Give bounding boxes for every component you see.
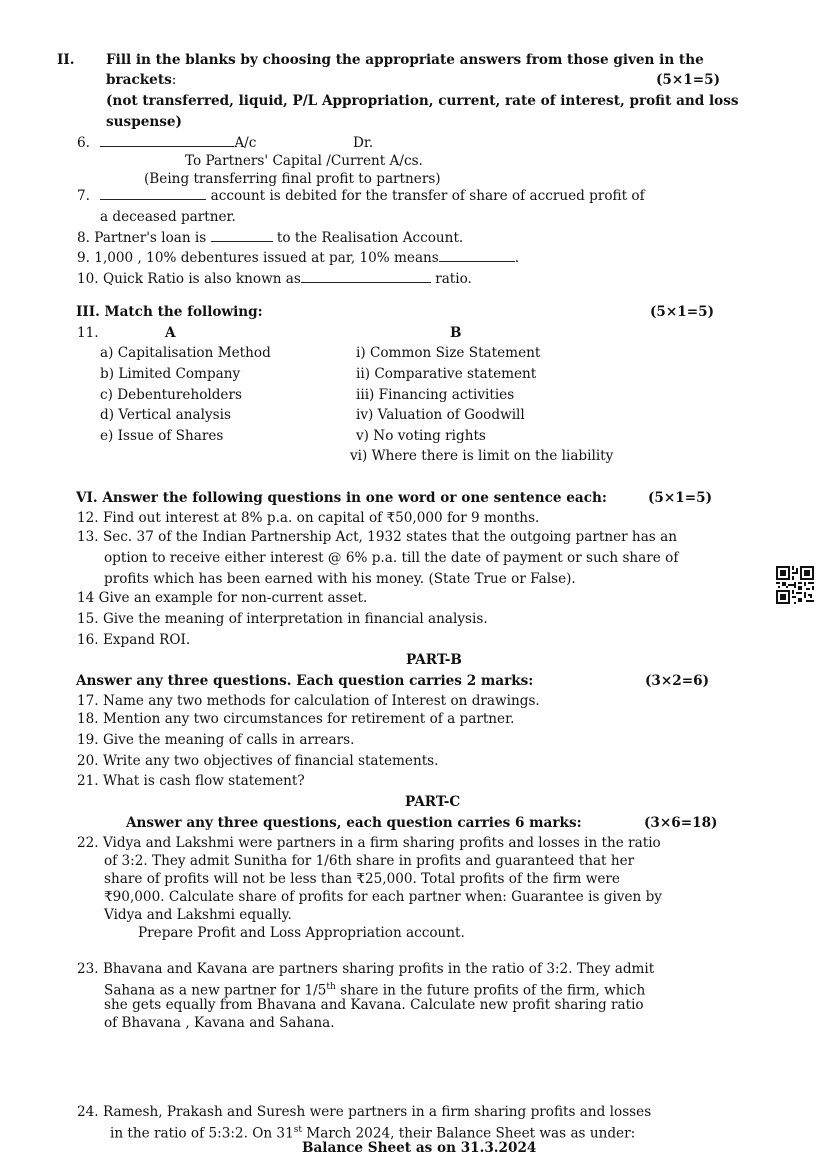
section-3-marks: (5×1=5): [650, 304, 715, 320]
question-23-cont: she gets equally from Bhavana and Kavana. Calculate new profit sharing ratio: [104, 997, 644, 1013]
question-23-superscript: th: [326, 982, 336, 992]
question-10: [77, 270, 472, 288]
question-8-blank: [211, 229, 273, 242]
question-7-text: account is debited for the transfer of share of accrued profit of: [210, 188, 645, 204]
question-18: 18. Mention any two circumstances for retirement of a partner.: [77, 711, 515, 727]
question-10-text: 10. Quick Ratio is also known as: [77, 271, 301, 287]
question-20: 20. Write any two objectives of financial statements.: [77, 753, 439, 769]
question-11-number: 11.: [77, 325, 99, 341]
question-6-blank: [100, 134, 234, 147]
question-23-text-end: share in the future profits of the firm, which: [335, 982, 646, 999]
question-9: [77, 249, 519, 267]
question-23-cont: of Bhavana , Kavana and Sahana.: [104, 1015, 335, 1031]
match-a-item: c) Debentureholders: [100, 387, 242, 403]
section-2-marks: (5×1=5): [656, 72, 721, 88]
section-6-marks: (5×1=5): [648, 490, 713, 506]
question-8-text-end: to the Realisation Account.: [276, 230, 464, 246]
section-2-heading-colon: :: [171, 72, 177, 88]
match-a-item: a) Capitalisation Method: [100, 345, 271, 361]
question-15: 15. Give the meaning of interpretation in financial analysis.: [77, 611, 488, 627]
column-b-heading: B: [450, 325, 462, 341]
question-7-number: 7.: [77, 188, 90, 204]
section-2-options: (not transferred, liquid, P/L Appropriation, current, rate of interest, profit and loss: [106, 93, 739, 109]
question-9-blank: [439, 249, 515, 262]
question-6-dr: Dr.: [353, 135, 374, 151]
question-6-account: A/c: [234, 135, 257, 151]
section-2-heading: Fill in the blanks by choosing the appropriate answers from those given in the: [106, 52, 704, 68]
match-a-item: e) Issue of Shares: [100, 428, 224, 444]
question-9-text: 9. 1,000 , 10% debentures issued at par, 10% means: [77, 250, 439, 266]
section-2-options-cont: suspense): [106, 114, 182, 130]
match-a-item: d) Vertical analysis: [100, 407, 231, 423]
question-9-end: .: [514, 250, 520, 266]
question-22-cont: share of profits will not be less than ₹25,000. Total profits of the firm were: [104, 871, 620, 887]
question-6: [77, 134, 256, 152]
match-b-item: iv) Valuation of Goodwill: [356, 407, 525, 423]
match-b-item: iii) Financing activities: [356, 387, 515, 403]
question-17: 17. Name any two methods for calculation of Interest on drawings.: [77, 693, 540, 709]
question-6-narration: (Being transferring final profit to partners): [144, 171, 441, 187]
question-21: 21. What is cash flow statement?: [77, 773, 305, 789]
match-b-item: v) No voting rights: [356, 428, 486, 444]
question-22: 22. Vidya and Lakshmi were partners in a firm sharing profits and losses in the ratio: [77, 835, 661, 851]
question-6-number: 6.: [77, 135, 90, 151]
part-c-instruction: Answer any three questions, each question carries 6 marks:: [126, 815, 582, 831]
match-b-item: vi) Where there is limit on the liability: [350, 448, 614, 464]
part-b-title: PART-B: [406, 652, 462, 668]
question-22-cont: Vidya and Lakshmi equally.: [104, 907, 292, 923]
question-24: 24. Ramesh, Prakash and Suresh were partners in a firm sharing profits and losses: [77, 1104, 652, 1120]
question-8: [77, 229, 463, 247]
question-10-end: ratio.: [435, 271, 472, 287]
question-16: 16. Expand ROI.: [77, 632, 191, 648]
match-a-item: b) Limited Company: [100, 366, 241, 382]
part-b-marks: (3×2=6): [645, 673, 710, 689]
question-23: 23. Bhavana and Kavana are partners sharing profits in the ratio of 3:2. They admit: [77, 961, 655, 977]
question-7-blank: [100, 187, 206, 200]
column-a-heading: A: [165, 325, 176, 341]
qr-code-icon: [776, 566, 814, 604]
match-b-item: i) Common Size Statement: [356, 345, 541, 361]
question-7: [77, 187, 645, 205]
question-19: 19. Give the meaning of calls in arrears.: [77, 732, 355, 748]
match-b-item: ii) Comparative statement: [356, 366, 537, 382]
question-22-task: Prepare Profit and Loss Appropriation account.: [138, 925, 465, 941]
part-b-instruction: Answer any three questions. Each question carries 2 marks:: [76, 673, 534, 689]
balance-sheet-title: Balance Sheet as on 31.3.2024: [302, 1140, 537, 1156]
question-13: 13. Sec. 37 of the Indian Partnership Act, 1932 states that the outgoing partner has an: [77, 529, 677, 545]
question-23-text: Sahana as a new partner for 1/5: [104, 982, 327, 999]
question-24-text: in the ratio of 5:3:2. On 31: [110, 1125, 294, 1142]
question-22-cont: of 3:2. They admit Sunitha for 1/6th share in profits and guaranteed that her: [104, 853, 635, 869]
question-24-text-end: March 2024, their Balance Sheet was as under:: [301, 1125, 636, 1142]
section-3-heading: III. Match the following:: [76, 304, 263, 320]
section-2-heading-brackets: brackets: [106, 72, 172, 88]
part-c-marks: (3×6=18): [644, 815, 718, 831]
question-6-to: To Partners' Capital /Current A/cs.: [185, 153, 423, 169]
question-7-cont: a deceased partner.: [100, 209, 236, 225]
section-6-heading: VI. Answer the following questions in one word or one sentence each:: [76, 490, 607, 506]
question-12: 12. Find out interest at 8% p.a. on capital of ₹50,000 for 9 months.: [77, 510, 540, 526]
section-2-heading-cont: [106, 71, 176, 89]
question-10-blank: [301, 270, 431, 283]
question-14: 14 Give an example for non-current asset.: [77, 590, 368, 606]
part-c-title: PART-C: [405, 794, 461, 810]
question-24-superscript: st: [293, 1125, 302, 1135]
question-22-cont: ₹90,000. Calculate share of profits for each partner when: Guarantee is given by: [104, 889, 662, 905]
question-13-cont: profits which has been earned with his money. (State True or False).: [104, 571, 576, 587]
question-8-text: 8. Partner's loan is: [77, 230, 207, 246]
section-2-number: II.: [57, 52, 75, 68]
question-13-cont: option to receive either interest @ 6% p.a. till the date of payment or such share of: [104, 550, 679, 566]
